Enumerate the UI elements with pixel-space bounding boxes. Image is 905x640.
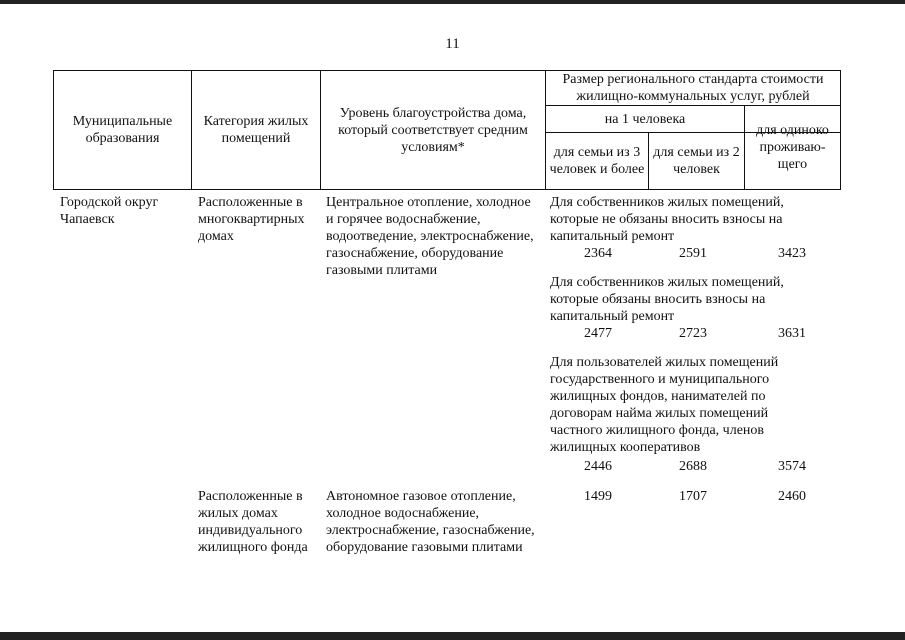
value-family-2: 2591 [679,246,707,261]
header-family-3plus: для семьи из 3 человек и более [549,145,645,177]
group-label: Для собственников жилых помещений, которые обязаны вносить взносы на капитальный ремонт [550,275,784,324]
header-standard-size: Размер регионального стандарта стоимости жилищно-коммунальных услуг, рублей [562,72,824,104]
header-category: Категория жилых помещений [203,114,309,146]
page-number: 11 [445,36,460,52]
value-family-3plus: 1499 [584,489,612,504]
level-apartment: Центральное отопление, холодное и горячее водоснабжение, водоотведение, электроснабжение, газоснабжение, оборудование газовыми плитами [326,195,534,278]
scan-border-bottom [0,632,905,640]
header-single: для одиноко проживаю-щего [756,123,829,172]
municipality-name: Городской округ Чапаевск [60,195,159,227]
value-family-3plus: 2477 [584,326,612,341]
header-family-2: для семьи из 2 человек [653,145,740,177]
value-family-2: 2688 [679,459,707,474]
category-individual: Расположенные в жилых домах индивидуального жилищного фонда [198,489,308,555]
value-family-3plus: 2446 [584,459,612,474]
value-family-3plus: 2364 [584,246,612,261]
level-individual: Автономное газовое отопление, холодное водоснабжение, электроснабжение, газоснабжение, оборудование газовыми плитами [326,489,535,555]
header-municipality: Муниципальные образования [72,114,173,146]
value-single: 3631 [778,326,806,341]
header-per-person: на 1 человека [604,111,686,127]
value-single: 2460 [778,489,806,504]
group-label: Для собственников жилых помещений, которые не обязаны вносить взносы на капитальный ремонт [550,195,784,244]
value-single: 3423 [778,246,806,261]
value-family-2: 1707 [679,489,707,504]
group-label: Для пользователей жилых помещений государственного и муниципального жилищных фондов, нанимателей по договорам найма жилых помещений частного жилищного фонда, членов жилищных кооперативов [550,355,779,455]
value-single: 3574 [778,459,806,474]
value-family-2: 2723 [679,326,707,341]
scan-border-top [0,0,905,4]
category-apartment: Расположенные в многоквартирных домах [198,195,305,244]
header-level: Уровень благоустройства дома, который соответствует средним условиям* [338,105,528,155]
